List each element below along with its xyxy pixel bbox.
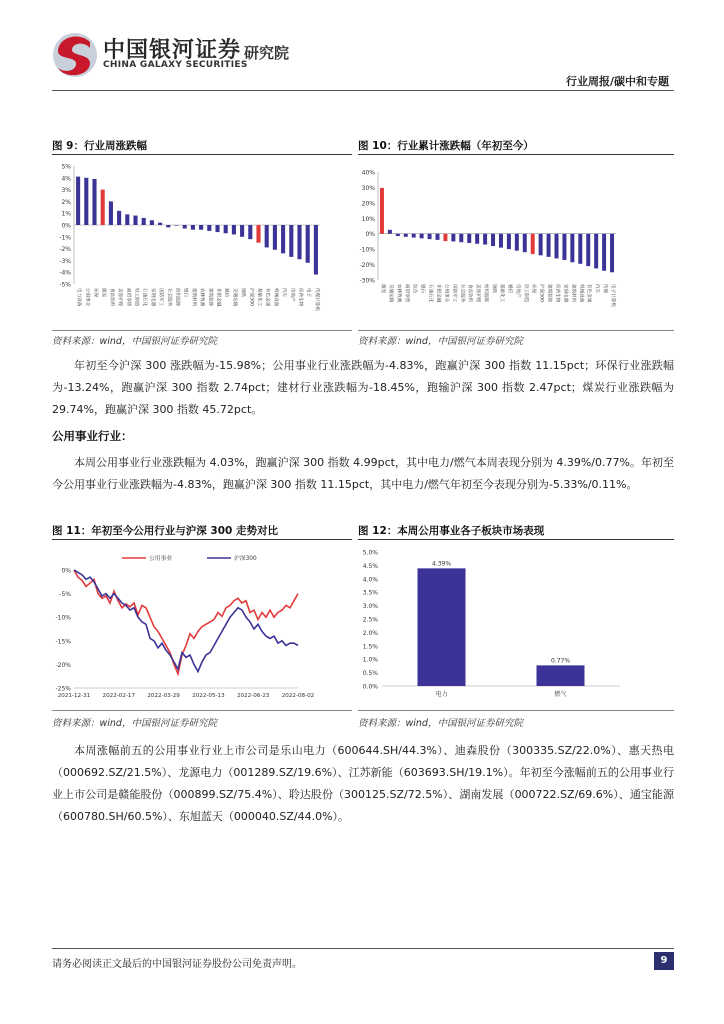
x-tick-label: 国防军工 <box>451 284 457 303</box>
bar <box>150 220 154 225</box>
bar <box>539 234 543 256</box>
x-tick-label: 电力 <box>435 691 448 698</box>
report-type: 行业周报/碳中和专题 <box>565 75 669 88</box>
bar <box>451 234 455 242</box>
bar <box>443 234 447 241</box>
bar <box>547 234 551 257</box>
y-tick-label: 2% <box>61 198 71 206</box>
x-tick-label: 轻工制造 <box>522 284 528 303</box>
x-tick-label: 银行 <box>182 288 188 298</box>
x-tick-label: 汽车 <box>594 284 600 294</box>
company-logo-icon <box>50 30 100 80</box>
fig11-caption: 图 11：年初至今公用行业与沪深 300 走势对比 <box>52 525 278 537</box>
x-tick-label: 电子计算机 <box>610 284 616 307</box>
x-tick-label: 社会服务 <box>459 284 465 303</box>
header-divider <box>52 90 674 91</box>
y-tick-label: 20% <box>361 200 375 208</box>
y-tick-label: -2% <box>59 246 71 254</box>
fig10-caption: 图 10：行业累计涨跌幅（年初至今） <box>358 140 534 152</box>
fig-source-rule <box>52 710 352 711</box>
series-line <box>74 570 298 672</box>
page-number: 9 <box>654 952 674 970</box>
y-tick-label: 4% <box>61 175 71 183</box>
x-tick-label: 石油石化 <box>141 288 147 307</box>
x-tick-label: 煤炭 <box>379 284 385 294</box>
bar <box>483 234 487 245</box>
x-tick-label: 纺织服饰 <box>483 284 489 303</box>
bar <box>224 225 228 233</box>
x-tick-label: 2022-05-13 <box>192 693 225 699</box>
bar <box>297 225 301 259</box>
fig10-source: 资料来源：wind，中国银河证券研究院 <box>358 336 523 347</box>
x-tick-label: 石油石化 <box>427 284 433 303</box>
x-tick-label: 2021-12-31 <box>57 693 91 699</box>
x-tick-label: 2022-06-23 <box>236 693 270 699</box>
bar <box>125 214 129 225</box>
x-tick-label: 通信 <box>223 288 229 298</box>
y-tick-label: -20% <box>359 262 375 270</box>
y-tick-label: 0.5% <box>362 670 378 678</box>
y-tick-label: 1.5% <box>362 643 378 651</box>
x-tick-label: 农林牧渔 <box>395 284 401 303</box>
bar <box>84 178 88 225</box>
x-tick-label: 钢铁 <box>491 284 497 294</box>
bar <box>499 234 503 248</box>
x-tick-label: 传媒 <box>602 284 608 294</box>
fig-caption-rule <box>52 539 352 540</box>
x-tick-label: 医药生物 <box>554 284 560 303</box>
bar <box>215 225 219 232</box>
fig10-chart <box>358 158 674 330</box>
bar <box>602 234 606 271</box>
bar <box>166 225 170 227</box>
y-tick-label: -1% <box>59 234 71 242</box>
bar <box>76 177 80 225</box>
x-tick-label: 综合 <box>411 284 417 294</box>
bar <box>475 234 479 244</box>
x-tick-label: 美容护理 <box>117 288 123 307</box>
y-tick-label: 4.0% <box>362 576 378 584</box>
bar <box>507 234 511 249</box>
x-tick-label: 农林牧渔 <box>199 288 205 307</box>
bar <box>314 225 318 275</box>
bar <box>404 234 408 237</box>
x-tick-label: 机械设备 <box>578 284 584 303</box>
bar <box>306 225 310 263</box>
bar <box>174 225 178 226</box>
bar <box>289 225 293 257</box>
fig11-source: 资料来源：wind，中国银河证券研究院 <box>52 718 217 729</box>
bar <box>142 218 146 225</box>
x-tick-label: 建筑装饰 <box>207 288 213 307</box>
bar <box>207 225 211 231</box>
y-tick-label: 3.0% <box>362 603 378 611</box>
x-tick-label: 交通运输 <box>231 288 237 307</box>
y-tick-label: -25% <box>55 685 71 693</box>
y-tick-label: 5% <box>61 163 71 171</box>
x-tick-label: 轻工制造 <box>133 288 139 307</box>
x-tick-label: 2022-02-17 <box>102 693 136 699</box>
x-tick-label: 煤炭 <box>100 288 106 298</box>
y-tick-label: 1.0% <box>362 656 378 664</box>
bar <box>555 234 559 259</box>
footer-divider <box>52 948 674 949</box>
y-tick-label: 30% <box>361 184 375 192</box>
y-tick-label: -3% <box>59 257 71 265</box>
bar <box>523 234 527 253</box>
bar <box>515 234 519 251</box>
bar <box>101 190 105 225</box>
y-tick-label: -5% <box>59 591 71 599</box>
bar <box>531 234 535 254</box>
fig12-caption: 图 12：本周公用事业各子板块市场表现 <box>358 525 545 537</box>
fig-caption-rule <box>52 154 352 155</box>
fig12-source: 资料来源：wind，中国银河证券研究院 <box>358 718 523 729</box>
data-label: 4.39% <box>431 560 452 568</box>
x-tick-label: 建筑材料 <box>190 288 196 307</box>
bar <box>412 234 416 238</box>
x-tick-label: 交通运输 <box>387 284 393 303</box>
company-name-cn: 中国银河证券 <box>103 38 242 63</box>
bar <box>578 234 582 264</box>
bar <box>436 234 440 240</box>
bar <box>380 188 384 234</box>
x-tick-label: 基础化工 <box>256 288 262 307</box>
x-tick-label: 沪深300 <box>538 284 544 302</box>
y-tick-label: 1% <box>61 210 71 218</box>
y-tick-label: 2.5% <box>362 616 378 624</box>
bar <box>396 234 400 236</box>
bar <box>388 230 392 234</box>
y-tick-label: 0.0% <box>362 683 378 691</box>
y-tick-label: 4.5% <box>362 562 378 570</box>
x-tick-label: 沪深300 <box>248 288 254 306</box>
bar <box>92 179 96 225</box>
x-tick-label: 通信 <box>506 284 512 294</box>
fig-caption-rule <box>358 539 674 540</box>
x-tick-label: 纺织服饰 <box>174 288 180 307</box>
section-title-utilities: 公用事业行业： <box>52 429 133 443</box>
bar <box>570 234 574 263</box>
fig11-chart <box>52 544 352 710</box>
fig9-caption: 图 9：行业周涨跌幅 <box>52 140 147 152</box>
bar <box>191 225 195 230</box>
bar <box>459 234 463 242</box>
bar <box>420 234 424 239</box>
bar <box>418 568 466 686</box>
bar <box>232 225 236 234</box>
bar <box>491 234 495 246</box>
x-tick-label: 电子 <box>305 288 311 298</box>
x-tick-label: 电力设备 <box>76 288 82 307</box>
fig-source-rule <box>358 330 674 331</box>
bar <box>256 225 260 243</box>
disclaimer-note: 请务必阅读正文最后的中国银河证券股份公司免责声明。 <box>52 959 302 970</box>
series-line <box>74 570 298 674</box>
x-tick-label: 基础化工 <box>498 284 504 303</box>
x-tick-label: 建筑材料 <box>570 284 576 303</box>
bar <box>199 225 203 230</box>
x-tick-label: 商贸零售 <box>403 284 409 303</box>
x-tick-label: 家用电器 <box>149 288 155 307</box>
x-tick-label: 医药生物 <box>297 288 303 307</box>
bar <box>117 211 121 225</box>
x-tick-label: 汽车 <box>281 288 287 298</box>
institute-name: 研究院 <box>244 44 290 62</box>
bar <box>428 234 432 239</box>
x-tick-label: 燃气 <box>554 691 567 698</box>
x-tick-label: 房地产 <box>514 284 520 298</box>
fig9-source: 资料来源：wind，中国银河证券研究院 <box>52 336 217 347</box>
bar <box>248 225 252 239</box>
y-tick-label: 40% <box>361 169 375 177</box>
y-tick-label: -30% <box>359 277 375 285</box>
x-tick-label: 银行 <box>419 284 425 294</box>
x-tick-label: 钢铁 <box>240 288 246 298</box>
x-tick-label: 2022-03-29 <box>147 693 180 699</box>
x-tick-label: 非银金融 <box>435 284 441 303</box>
y-tick-label: 2.0% <box>362 629 378 637</box>
bar <box>133 216 137 225</box>
bar <box>273 225 277 250</box>
x-tick-label: 食品饮料 <box>467 284 473 303</box>
y-tick-label: 10% <box>361 215 375 223</box>
y-tick-label: -10% <box>55 614 71 622</box>
x-tick-label: 建筑装饰 <box>546 284 552 303</box>
fig12-chart <box>358 544 674 710</box>
paragraph-top-gainers: 本周涨幅前五的公用事业行业上市公司是乐山电力（600644.SH/44.3%）、迪森股份（300335.SZ/22.0%）、惠天热电（000692.SZ/21.5%）、龙源电力（001289.SZ/19.6%）、江苏新能（603693.SH/19.1%）。年初至今涨幅前五的公用事业行业上市公司是赣能股份（000899.SZ/75.4%）、聆达股份（300125.SZ/72.5%）、湖南发展（000722.SZ/69.6%）、通宝能源（600780.SH/60.5%）、东旭蓝天（000040.SZ/44.0%）。 <box>52 744 674 823</box>
y-tick-label: 0% <box>61 567 71 575</box>
x-tick-label: 美容护理 <box>475 284 481 303</box>
x-tick-label: 公用事业 <box>443 284 449 303</box>
fig9-chart <box>52 158 352 330</box>
legend-label: 沪深300 <box>234 556 257 562</box>
legend-label: 公用事业 <box>149 556 173 562</box>
x-tick-label: 机械设备 <box>272 288 278 307</box>
x-tick-label: 环保 <box>530 284 536 294</box>
x-tick-label: 有色金属 <box>264 288 270 307</box>
x-tick-label: 2022-08-02 <box>281 693 315 699</box>
x-tick-label: 公用事业 <box>84 288 90 307</box>
bar <box>467 234 471 243</box>
bar <box>281 225 285 253</box>
paragraph-ytd-summary: 年初至今沪深 300 涨跌幅为-15.98%；公用事业行业涨跌幅为-4.83%，跑赢沪深 300 指数 11.15pct；环保行业涨跌幅为-13.24%，跑赢沪深 300 指数 2.74pct；建材行业涨跌幅为-18.45%，跑输沪深 300 指数 2.47pct；煤炭行业涨跌幅为 29.74%，跑赢沪深 300 指数 45.72pct。 <box>52 359 674 416</box>
x-tick-label: 国防军工 <box>158 288 164 307</box>
y-tick-label: -4% <box>59 269 71 277</box>
bar <box>183 225 187 229</box>
company-name-en: CHINA GALAXY SECURITIES <box>103 60 248 70</box>
y-tick-label: -15% <box>55 638 71 646</box>
bar <box>562 234 566 260</box>
x-tick-label: 社会服务 <box>166 288 172 307</box>
fig-source-rule <box>358 710 674 711</box>
x-tick-label: 非银金融 <box>215 288 221 307</box>
paragraph-utilities-weekly: 本周公用事业行业涨跌幅为 4.03%，跑赢沪深 300 指数 4.99pct，其中电力/燃气本周表现分别为 4.39%/0.77%。年初至今公用事业行业涨跌幅为-4.83%，跑赢沪深 300 指数 11.15pct，其中电力/燃气年初至今表现分别为-5.33%/0.11%。 <box>52 456 674 491</box>
x-tick-label: 商贸零售 <box>125 288 131 307</box>
bar <box>265 225 269 247</box>
bar <box>610 234 614 273</box>
y-tick-label: 0% <box>365 231 375 239</box>
bar <box>109 201 113 225</box>
y-tick-label: -20% <box>55 661 71 669</box>
y-tick-label: -5% <box>59 281 71 289</box>
x-tick-label: 家用电器 <box>562 284 568 303</box>
y-tick-label: 3.5% <box>362 589 378 597</box>
x-tick-label: 食品饮料 <box>108 288 114 307</box>
x-tick-label: 有色金属 <box>586 284 592 303</box>
bar <box>594 234 598 269</box>
y-tick-label: -10% <box>359 246 375 254</box>
bar <box>240 225 244 237</box>
bar <box>586 234 590 266</box>
data-label: 0.77% <box>550 657 571 665</box>
fig-caption-rule <box>358 154 674 155</box>
x-tick-label: 房地产 <box>289 288 295 302</box>
y-tick-label: 0% <box>61 222 71 230</box>
x-tick-label: 传媒计算机 <box>313 288 319 311</box>
bar <box>537 665 585 686</box>
y-tick-label: 3% <box>61 187 71 195</box>
x-tick-label: 环保 <box>92 288 98 298</box>
fig-source-rule <box>52 330 352 331</box>
y-tick-label: 5.0% <box>362 549 378 557</box>
bar <box>158 223 162 225</box>
